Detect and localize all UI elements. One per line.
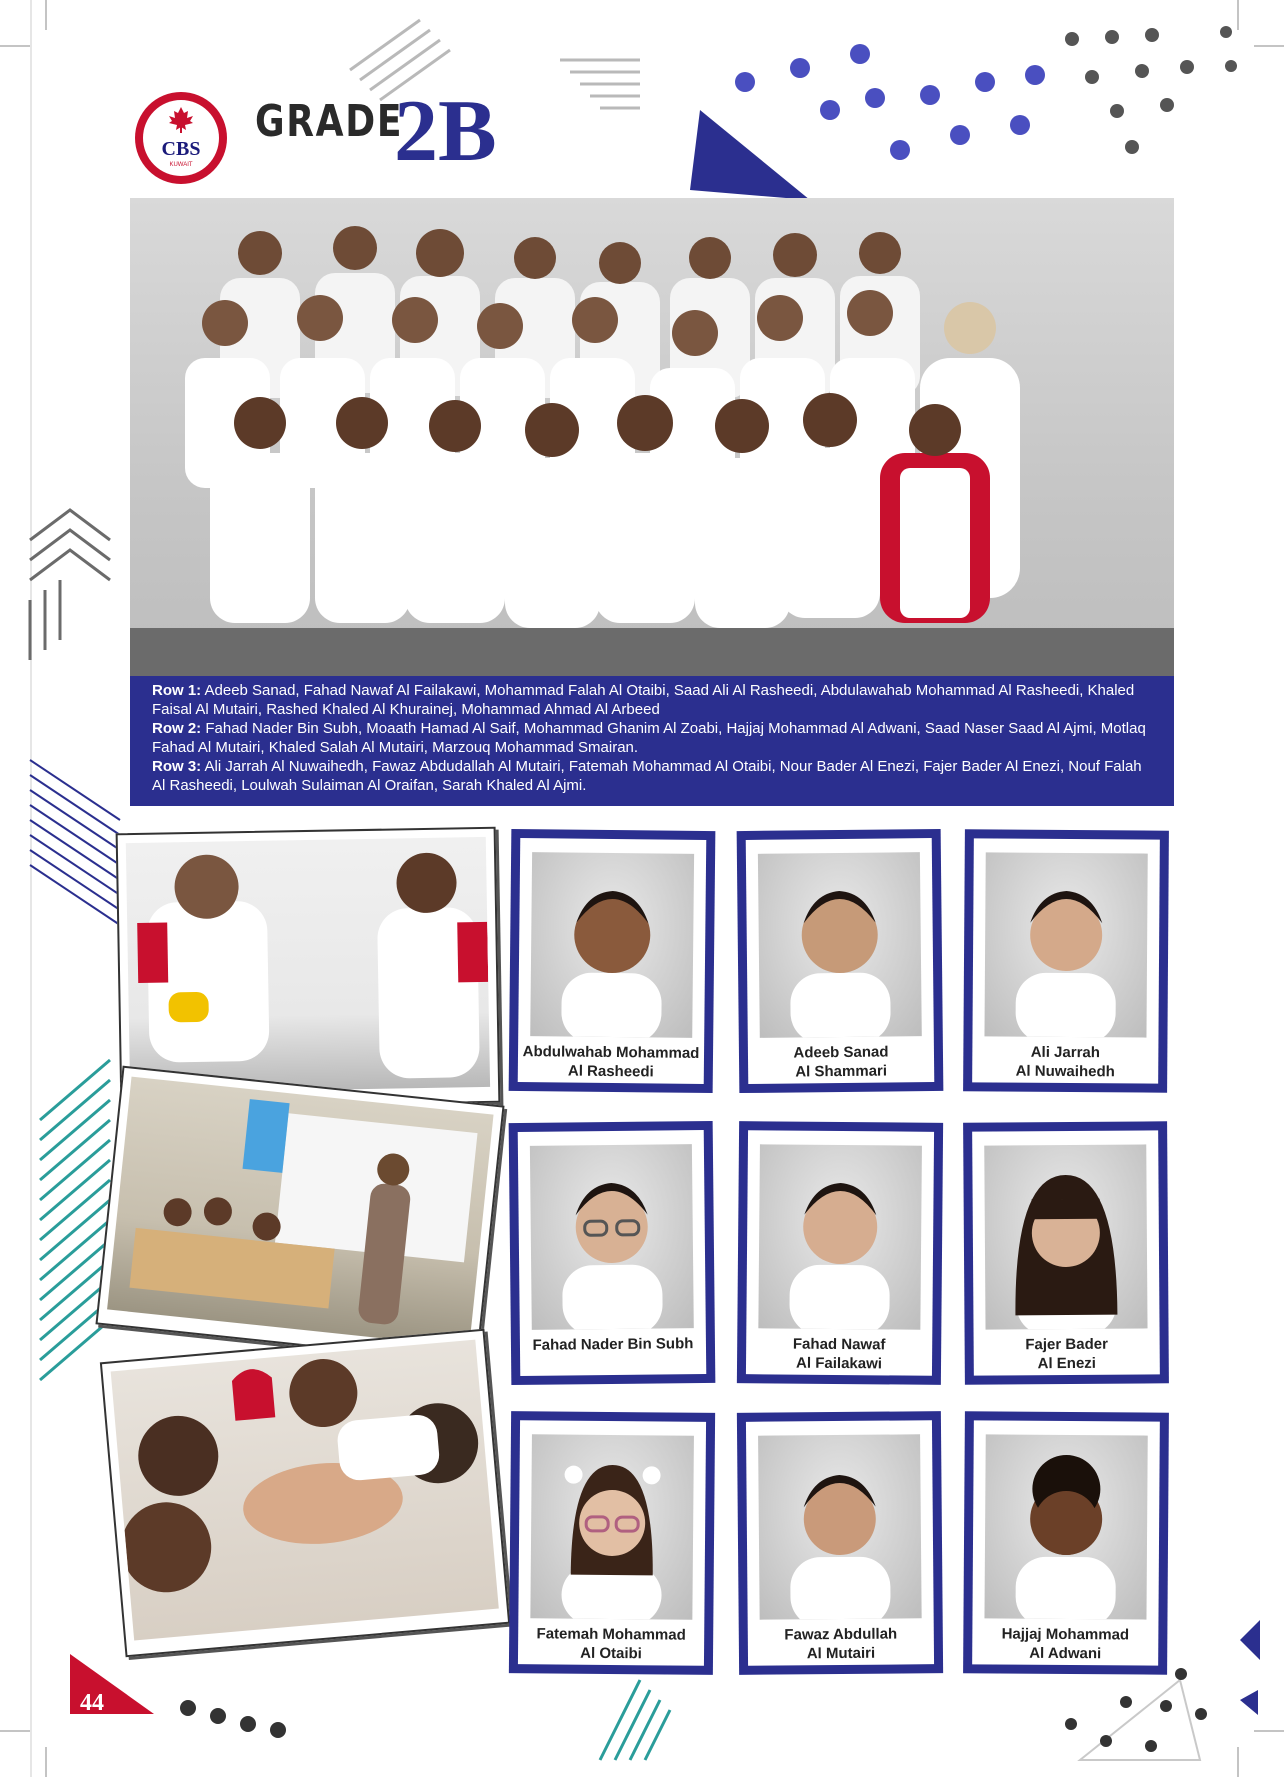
decor-dot: [790, 58, 810, 78]
decor-dot: [1220, 26, 1232, 38]
student-name: Fatemah Mohammad Al Otaibi: [536, 1625, 686, 1663]
student-portrait: [758, 852, 922, 1038]
student-name: Fawaz Abdullah Al Mutairi: [784, 1625, 898, 1663]
decor-dot: [865, 88, 885, 108]
student-card: [737, 829, 944, 1093]
candid-photo-2: [95, 1066, 504, 1365]
logo-subtext: KUWAIT: [169, 162, 193, 168]
student-portrait: [984, 852, 1147, 1037]
decor-dot: [240, 1716, 256, 1732]
decor-dot: [1160, 98, 1174, 112]
candid-photo-1: [116, 827, 501, 1110]
caption-row-1: [152, 681, 1152, 719]
group-photo: [130, 198, 1174, 676]
decor-dot: [920, 85, 940, 105]
candid-photo-3: [100, 1329, 510, 1658]
decor-dot: [1120, 1696, 1132, 1708]
student-portrait: [530, 852, 694, 1038]
decor-dot: [1135, 64, 1149, 78]
grade-label: GRADE: [255, 96, 404, 147]
caption-row-names: Adeeb Sanad, Fahad Nawaf Al Failakawi, Mohammad Falah Al Otaibi, Saad Ali Al Rasheedi, Abdulawahab Mohammad Al Rasheedi, Khaled Faisal Al Mutairi, Rashed Khaled Al Khurainej, Mohammad Ahmad Al Arbeed: [152, 682, 1135, 718]
decor-dot: [950, 125, 970, 145]
student-name: Adeeb Sanad Al Shammari: [793, 1043, 889, 1081]
group-photo-caption: [130, 676, 1174, 806]
decor-dot: [1025, 65, 1045, 85]
decor-dot: [890, 140, 910, 160]
candid-illustration: [126, 837, 490, 1093]
student-portrait: [530, 1434, 694, 1619]
decor-dot: [975, 72, 995, 92]
caption-row-2: [152, 719, 1152, 757]
school-logo: [135, 92, 227, 184]
decor-dot: [1085, 70, 1099, 84]
student-portrait: [758, 1144, 922, 1329]
decor-dot: [1225, 60, 1237, 72]
student-portrait: [984, 1434, 1147, 1619]
candid-illustration: [111, 1340, 497, 1641]
student-card: [963, 1121, 1169, 1384]
student-name: Fahad Nawaf Al Failakawi: [792, 1335, 886, 1373]
student-portrait: [758, 1434, 922, 1619]
maple-leaf-icon: [167, 106, 195, 134]
decor-dot: [1065, 32, 1079, 46]
decor-dot: [1195, 1708, 1207, 1720]
student-card: [963, 829, 1169, 1092]
caption-row-3: [152, 757, 1152, 795]
class-label: 2B: [394, 83, 497, 180]
student-card: [737, 1121, 943, 1385]
decor-dot: [1175, 1668, 1187, 1680]
caption-row-label: Row 3:: [152, 758, 202, 775]
caption-row-names: Ali Jarrah Al Nuwaihedh, Fawaz Abdudallah Al Mutairi, Fatemah Mohammad Al Otaibi, Nour Bader Al Enezi, Fajer Bader Al Enezi, Nouf Falah Al Rasheedi, Loulwah Sulaiman Al Oraifan, Sarah Khaled Al Ajmi.: [152, 758, 1142, 794]
student-name: Fajer Bader Al Enezi: [1025, 1335, 1108, 1373]
student-name: Fahad Nader Bin Subh: [532, 1335, 694, 1354]
decor-dot: [270, 1722, 286, 1738]
decor-dot: [850, 44, 870, 64]
student-portrait: [984, 1144, 1147, 1329]
decor-dot: [180, 1700, 196, 1716]
logo-text: CBS: [161, 138, 201, 160]
student-card: [509, 1411, 715, 1675]
decor-dot: [1125, 140, 1139, 154]
decor-dot: [1110, 104, 1124, 118]
candid-illustration: [107, 1077, 491, 1348]
page-number: 44: [80, 1690, 104, 1716]
student-card: [509, 829, 716, 1093]
group-photo-illustration: [130, 198, 1174, 676]
student-card: [509, 1121, 716, 1385]
caption-row-label: Row 2:: [152, 720, 202, 737]
decor-dot: [210, 1708, 226, 1724]
decor-dot: [1100, 1735, 1112, 1747]
student-name: Abdulwahab Mohammad Al Rasheedi: [522, 1043, 700, 1081]
decor-dot: [1065, 1718, 1077, 1730]
decor-dot: [1160, 1700, 1172, 1712]
student-portrait: [530, 1144, 694, 1330]
caption-row-label: Row 1:: [152, 682, 202, 699]
decor-dot: [1180, 60, 1194, 74]
student-name: Ali Jarrah Al Nuwaihedh: [1015, 1043, 1115, 1081]
decor-dot: [1010, 115, 1030, 135]
student-card: [737, 1411, 943, 1675]
decor-dot: [1145, 1740, 1157, 1752]
decor-dot: [735, 72, 755, 92]
caption-row-names: Fahad Nader Bin Subh, Moaath Hamad Al Saif, Mohammad Ghanim Al Zoabi, Hajjaj Mohammad Al Adwani, Saad Naser Saad Al Ajmi, Motlaq Fahad Al Mutairi, Khaled Salah Al Mutairi, Marzouq Mohammad Smairan.: [152, 720, 1146, 756]
decor-dot: [1105, 30, 1119, 44]
decor-dot: [820, 100, 840, 120]
decor-dot: [1145, 28, 1159, 42]
student-card: [963, 1411, 1169, 1674]
student-name: Hajjaj Mohammad Al Adwani: [1001, 1625, 1130, 1663]
